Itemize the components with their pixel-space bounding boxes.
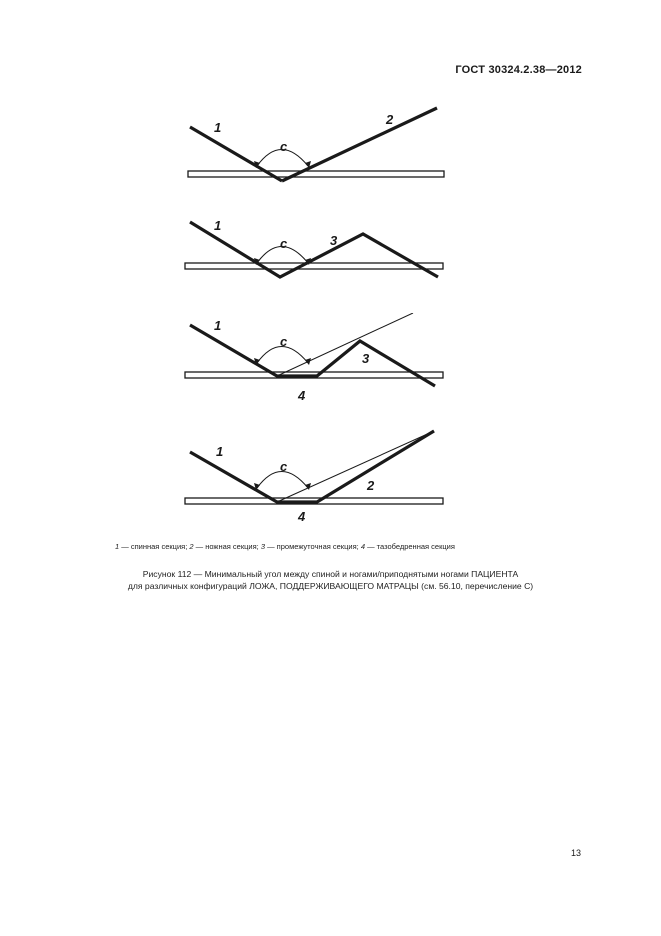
figure-caption — [0, 568, 661, 592]
legend-number: 3 — [260, 542, 265, 551]
label-angle: c — [280, 236, 288, 251]
legend-text: — спинная секция; — [119, 542, 190, 551]
figure-112 — [150, 95, 480, 535]
legend-number: 2 — [189, 542, 194, 551]
document-code: ГОСТ 30324.2.38—2012 — [455, 64, 582, 76]
label-angle: c — [280, 139, 288, 154]
leg-section — [282, 108, 437, 181]
legend-text: — тазобедренная секция — [364, 542, 455, 551]
figure-legend — [115, 542, 455, 551]
label-back: 1 — [214, 218, 222, 233]
page-number: 13 — [570, 848, 581, 858]
caption-line-1: Рисунок 112 — Минимальный угол между спиной и ногами/приподнятыми ногами ПАЦИЕНТА — [142, 569, 519, 579]
label-back: 1 — [214, 120, 222, 135]
legend-text: — промежуточная секция; — [265, 542, 361, 551]
caption-line-2: для различных конфигураций ЛОЖА, ПОДДЕРЖИВАЮЩЕГО МАТРАЦЫ (см. 56.10, перечисление С) — [127, 581, 534, 591]
back-hip-leg-section — [190, 431, 434, 502]
diagram-back-hip-leg — [150, 428, 480, 528]
diagram-back-intermediate — [150, 210, 480, 310]
label-hip: 4 — [298, 388, 306, 403]
arrow-head-icon — [305, 358, 311, 365]
label-leg: 2 — [367, 478, 375, 493]
reference-line — [277, 313, 413, 376]
legend-text: — ножная секция; — [193, 542, 261, 551]
label-leg: 2 — [386, 112, 394, 127]
label-intermediate: 3 — [330, 233, 338, 248]
legend-number: 1 — [115, 542, 120, 551]
label-angle: c — [280, 334, 288, 349]
mattress-base — [185, 263, 443, 269]
legend-number: 4 — [360, 542, 365, 551]
label-hip: 4 — [298, 509, 306, 524]
reference-line — [277, 431, 434, 502]
diagram-back-leg — [150, 95, 480, 195]
label-back: 1 — [214, 318, 222, 333]
label-back: 1 — [216, 444, 224, 459]
label-angle: c — [280, 459, 288, 474]
label-intermediate: 3 — [362, 351, 370, 366]
diagram-back-hip-intermediate — [150, 313, 480, 413]
mattress-base — [188, 171, 444, 177]
